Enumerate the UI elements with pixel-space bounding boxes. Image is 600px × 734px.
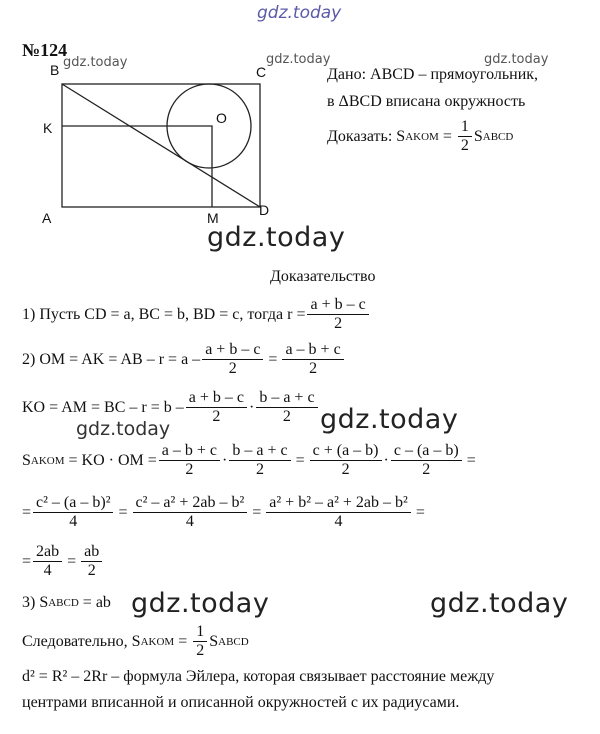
sub: AKOM [30,454,65,467]
given-line-2: в ΔBCD вписана окружность [327,93,526,110]
dot: · [248,398,255,416]
label-d: D [259,202,270,218]
num: ab [81,543,102,562]
num: c – (a – b) [391,442,462,461]
watermark-big-2: gdz.today [320,404,459,435]
watermark-big-4: gdz.today [430,588,569,619]
num: b – a + c [256,389,317,408]
step-ko [22,389,320,426]
step-s-akom [22,442,476,479]
step2-text: 2) OM = AK = AB – r = a – [22,350,201,368]
step2-frac-2 [282,341,343,378]
num: a + b – c [186,389,247,408]
den: 2 [334,315,343,332]
euler-line-1: d² = R² – 2Rr – формула Эйлера, которая связывает расстояние между [22,668,495,685]
sq-frac-3 [266,494,411,531]
step-1 [22,296,371,333]
prove-statement [327,118,513,155]
diagonal-bd [62,84,260,207]
half-num: 1 [458,118,472,137]
s-frac-4 [391,442,462,479]
proof-title: Доказательство [270,268,376,285]
conclusion-half [193,623,207,660]
eq: = [178,632,188,650]
s-text: = KO · OM = [68,451,157,469]
den: 2 [309,360,318,377]
num: 2ab [33,543,62,562]
s-frac-1 [159,442,220,479]
den: 2 [185,461,194,478]
watermark-small-3: gdz.today [484,52,549,67]
watermark-small-2: gdz.today [266,52,331,67]
num: 1 [193,623,207,642]
den: 2 [255,461,264,478]
half-den: 2 [460,137,469,154]
s-frac-2 [229,442,290,479]
step2-frac-1 [202,341,263,378]
prove-abcd: ABCD [482,130,514,143]
label-o: O [216,110,227,126]
dot: · [222,451,228,469]
num: c² – (a – b)² [33,494,113,513]
eq: = [268,350,278,368]
num: c² – a² + 2ab – b² [133,494,248,513]
segments-ko-om [62,126,212,207]
eq: = [22,552,32,570]
label-m: M [207,210,219,226]
num: a – b + c [159,442,220,461]
den: 2 [282,408,291,425]
eq-end: = [415,503,425,521]
step-final [22,543,104,580]
sq-frac-1 [33,494,113,531]
den: 4 [334,513,343,530]
num: a² + b² – a² + 2ab – b² [266,494,411,513]
s-frac-3 [310,442,382,479]
eq: = [252,503,262,521]
sub: ABCD [48,597,79,609]
step1-fraction [307,296,368,333]
num: a + b – c [202,341,263,360]
s: S [209,632,219,650]
num: b – a + c [229,442,290,461]
step-squares [22,494,425,531]
num: c + (a – b) [310,442,382,461]
den: 4 [69,513,78,530]
num: a + b – c [307,296,368,315]
den: 2 [228,360,237,377]
eq-end: = [466,451,476,469]
den: 4 [185,513,194,530]
ko-text: KO = AM = BC – r = b – [22,398,184,416]
prove-half [458,118,472,155]
watermark-big-1: gdz.today [207,222,346,253]
watermark-mid-1: gdz.today [76,418,171,440]
label-a: A [42,210,52,226]
conclusion [22,623,249,660]
eq: = [22,503,32,521]
den: 2 [196,642,205,659]
step1-text: 1) Пусть CD = a, BC = b, BD = c, тогда r = [22,305,306,323]
problem-number: №124 [22,40,68,60]
dot: · [383,451,389,469]
step3-text: 3) S [22,594,49,611]
final-frac-2 [81,543,102,580]
eq: = [67,552,77,570]
watermark-small-1: gdz.today [63,55,128,70]
prove-s: S [473,127,483,145]
prove-eq: = [442,127,452,145]
label-k: K [43,120,53,136]
sub: AKOM [140,635,175,648]
den: 2 [341,461,350,478]
sub: ABCD [218,635,249,648]
conclusion-text: Следовательно, S [22,632,141,650]
eq: = [295,451,305,469]
prove-label: Доказать: S [327,127,406,145]
euler-line-2: центрами вписанной и описанной окружностей с их радиусами. [22,694,460,711]
sq-frac-2 [133,494,248,531]
den: 2 [422,461,431,478]
watermark-big-3: gdz.today [131,588,270,619]
den: 2 [87,562,96,579]
step-2 [22,341,346,378]
s: S [22,451,31,469]
watermark-top: gdz.today [257,3,342,23]
given-line-1: Дано: ABCD – прямоугольник, [327,66,539,83]
ko-frac-2 [256,389,317,426]
step3-rest: = ab [78,594,111,611]
den: 4 [43,562,52,579]
final-frac-1 [33,543,62,580]
den: 2 [212,408,221,425]
step-3 [22,594,111,612]
eq: = [118,503,128,521]
ko-frac-1 [186,389,247,426]
label-c: C [256,64,267,80]
num: a – b + c [282,341,343,360]
prove-sub: AKOM [405,130,439,143]
label-b: B [50,62,60,78]
